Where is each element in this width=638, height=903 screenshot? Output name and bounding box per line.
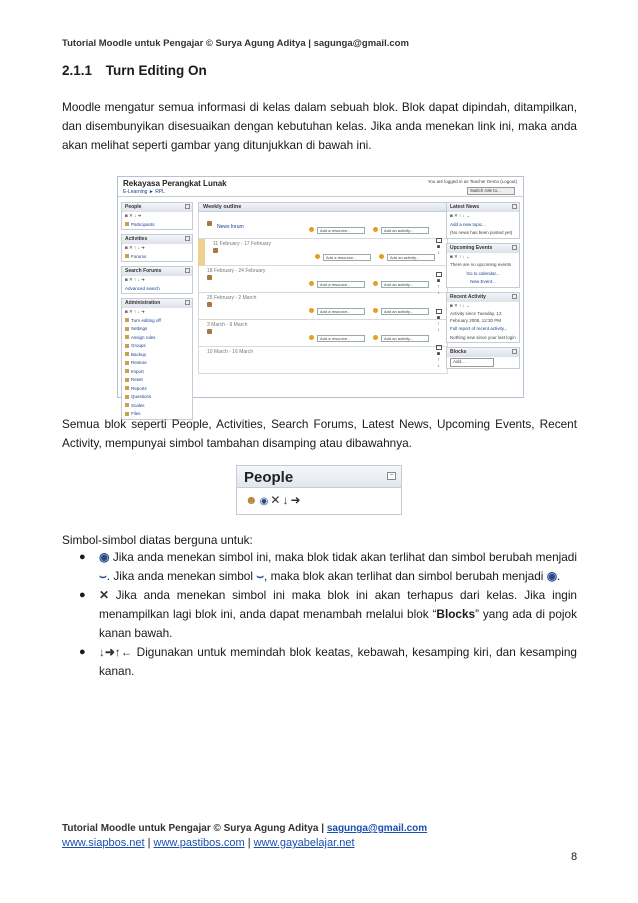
block-title: Search Forums	[125, 268, 162, 274]
admin-link[interactable]: Settings	[131, 326, 148, 331]
footer-separator: |	[247, 837, 251, 849]
block-title: Activities	[125, 236, 148, 242]
news-forum-link[interactable]: News forum	[217, 224, 244, 230]
block-link[interactable]: Add a new topic...	[450, 221, 486, 227]
list-item-move: ● ↓➜↑← Digunakan untuk memindah blok keatas, kebawah, kesamping kiri, dan kesamping kanan.	[79, 645, 577, 678]
admin-link[interactable]: Groups	[131, 343, 146, 348]
block-people	[121, 202, 193, 230]
week-label: 18 February - 24 February	[207, 268, 266, 274]
week-section	[198, 293, 448, 320]
block-title: Upcoming Events	[450, 244, 493, 251]
list-item-delete: ● ✕ Jika anda menekan simbol ini maka blok ini akan terhapus dari kelas. Jika ingin menampilkan lagi blok ini, anda dapat menambah melalui blok “Blocks” yang ada di pojok kanan bawah.	[79, 588, 577, 640]
admin-link[interactable]: Turn editing off	[131, 317, 161, 323]
add-activity-select[interactable]: Add an activity...	[381, 308, 429, 315]
switch-role-select[interactable]: Switch role to...	[467, 187, 515, 195]
bullet-text: Digunakan untuk memindah blok keatas, kebawah, kesamping kiri, dan kesamping kanan.	[99, 645, 577, 678]
symbols-intro: Simbol-simbol diatas berguna untuk:	[62, 533, 253, 547]
block-administration	[121, 298, 193, 420]
week-label: 10 March - 16 March	[207, 349, 254, 355]
block-latest-news	[446, 202, 520, 239]
eye-icon[interactable]: ◉	[259, 496, 271, 507]
weekly-outline	[198, 202, 448, 374]
block-controls: ◙ ✕ ↑ ↓ ←	[450, 213, 471, 218]
collapse-icon[interactable]	[185, 300, 190, 305]
bullet-text: Jika anda menekan simbol ini maka blok ini akan terhapus dari kelas. Jika ingin menampilkan lagi blok ini, anda dapat menambah melalui blok “	[99, 588, 577, 621]
right-column	[446, 202, 520, 373]
bullet-text: . Jika anda menekan simbol	[106, 569, 253, 583]
week-section	[198, 266, 448, 293]
collapse-icon[interactable]: −	[387, 472, 396, 480]
left-column	[121, 202, 193, 424]
week-section	[198, 212, 448, 239]
week-label: 11 February - 17 February	[213, 241, 271, 247]
block-text: Nothing new since your last login	[450, 334, 516, 340]
block-title: People	[125, 204, 142, 210]
section-controls[interactable]: ◙ ↑ ↓	[435, 309, 442, 333]
eye-icon: ◉	[99, 550, 110, 564]
admin-link[interactable]: Reports	[131, 385, 147, 391]
block-link[interactable]: Go to calendar...	[466, 270, 500, 276]
footer-link-pastibos[interactable]: www.pastibos.com	[153, 837, 245, 849]
page-header: Tutorial Moodle untuk Pengajar © Surya Agung Aditya | sagunga@gmail.com	[62, 38, 409, 49]
add-activity-select[interactable]: Add an activity...	[381, 281, 429, 288]
login-info: You are logged in as Teacher Demo (Logout)	[427, 179, 517, 184]
add-resource-select[interactable]: Add a resource...	[317, 335, 365, 342]
admin-link[interactable]: Files	[131, 411, 141, 416]
symbol-list	[62, 548, 577, 681]
add-resource-select[interactable]: Add a resource...	[317, 227, 365, 234]
block-controls: ◙ ✕ ↑ ↓ ←	[450, 253, 471, 259]
people-block-title: People	[244, 469, 294, 486]
block-controls: ◙ ✕ ↑ ↓ ➜	[125, 309, 145, 314]
block-search-forums	[121, 266, 193, 294]
block-link[interactable]: Forums	[131, 253, 147, 259]
course-header	[118, 177, 523, 197]
admin-link[interactable]: Restore	[131, 360, 147, 365]
section-controls[interactable]: ◙ ↑ ↓	[435, 345, 442, 369]
footer-separator: |	[147, 837, 151, 849]
admin-link[interactable]: Import	[131, 368, 144, 374]
section-heading: Turn Editing On	[105, 63, 207, 78]
bullet-text: .	[556, 569, 561, 583]
block-upcoming-events	[446, 243, 520, 288]
add-resource-select[interactable]: Add a resource...	[323, 254, 371, 261]
block-controls: ◙ ✕ ↑ ↓ ➜	[125, 245, 145, 250]
block-recent-activity	[446, 292, 520, 344]
arrow-down-icon[interactable]: ↓	[282, 493, 291, 507]
block-controls: ◙ ✕ ↓ ➜	[125, 213, 142, 218]
block-link[interactable]: Advanced search	[125, 285, 160, 291]
block-title: Blocks	[450, 349, 467, 355]
admin-link[interactable]: Scales	[131, 402, 145, 408]
blocks-paragraph: Semua blok seperti People, Activities, Search Forums, Latest News, Upcoming Events, Recent Activity, mempunyai simbol tambahan disamping atau dibawahnya.	[62, 417, 577, 450]
forum-icon	[125, 254, 129, 258]
week-label: 25 February - 2 March	[207, 295, 257, 301]
move-arrows-icon: ↓➜↑←	[99, 645, 133, 659]
people-icon	[125, 222, 129, 226]
section-controls[interactable]: ◙ ↓	[435, 238, 442, 256]
add-activity-select[interactable]: Add an activity...	[381, 227, 429, 234]
blocks-keyword: Blocks	[436, 607, 476, 621]
block-text: There are no upcoming events	[450, 262, 512, 267]
people-block-controls	[245, 493, 303, 507]
breadcrumb[interactable]: E-Learning ► RPL	[123, 189, 165, 195]
block-title: Latest News	[450, 204, 480, 210]
list-item-eye: ● ◉ Jika anda menekan simbol ini, maka blok tidak akan terlihat dan simbol berubah menjadi ⌣. Jika anda menekan simbol ⌣, maka blok akan terlihat dan simbol berubah menjadi ◉.	[79, 550, 577, 583]
block-controls: ◙ ✕ ↑ ↓ ←	[450, 302, 471, 308]
bullet-text: , maka blok akan terlihat dan simbol berubah menjadi	[264, 569, 544, 583]
block-link[interactable]: New Event...	[470, 279, 496, 284]
block-blocks	[446, 347, 520, 369]
week-section-current	[198, 239, 448, 266]
outline-title: Weekly outline	[198, 202, 448, 212]
block-title: Administration	[125, 300, 161, 306]
collapse-icon[interactable]	[512, 204, 517, 209]
week-section	[198, 320, 448, 347]
block-text: Activity since Tuesday, 12 February 2008, 12:30 PM	[450, 311, 502, 323]
block-activities	[121, 234, 193, 262]
page-footer	[62, 822, 427, 850]
collapse-icon[interactable]	[512, 349, 517, 354]
block-link[interactable]: Participants	[131, 221, 155, 227]
collapse-icon[interactable]	[185, 204, 190, 209]
footer-link-gayabelajar[interactable]: www.gayabelajar.net	[253, 837, 355, 849]
collapse-icon[interactable]	[185, 268, 190, 273]
section-controls[interactable]: ◙ ↑ ↓	[435, 272, 442, 296]
block-title: Recent Activity	[450, 293, 486, 300]
week-section	[198, 347, 448, 374]
arrow-right-icon[interactable]: ➜	[290, 493, 303, 507]
admin-link[interactable]: Assign roles	[131, 334, 156, 340]
people-face-icon: ☻	[245, 493, 260, 507]
add-resource-select[interactable]: Add a resource...	[317, 281, 365, 288]
moodle-screenshot	[117, 176, 524, 416]
add-activity-select[interactable]: Add an activity...	[387, 254, 435, 261]
people-block-header	[237, 466, 401, 488]
eye-icon: ◉	[546, 569, 557, 583]
admin-link[interactable]: Questions	[131, 394, 152, 399]
week-label: 3 March - 9 March	[207, 322, 248, 328]
block-text: (No news has been posted yet)	[450, 230, 513, 235]
footer-email-link[interactable]: sagunga@gmail.com	[326, 823, 428, 834]
course-title: Rekayasa Perangkat Lunak	[123, 179, 227, 188]
edit-hand-icon[interactable]	[207, 221, 212, 226]
eye-closed-icon: ⌣	[99, 569, 107, 583]
collapse-icon[interactable]	[512, 245, 517, 250]
bullet-text: Jika anda menekan simbol ini, maka blok tidak akan terlihat dan simbol berubah menjadi	[112, 550, 577, 564]
add-resource-select[interactable]: Add a resource...	[317, 308, 365, 315]
page-number: 8	[571, 851, 578, 863]
admin-link[interactable]: Backup	[131, 351, 147, 357]
admin-link[interactable]: Reset	[131, 377, 143, 382]
intro-paragraph: Moodle mengatur semua informasi di kelas dalam sebuah blok. Blok dapat dipindah, ditampilkan, dan disembunyikan disesuaikan dengan kebutuhan kelas. Jika anda menekan link ini, maka anda akan melihat seperti gambar yang ditunjukkan di bawah ini.	[62, 100, 577, 152]
people-block-image	[236, 465, 402, 515]
collapse-icon[interactable]	[185, 236, 190, 241]
add-block-select[interactable]: Add...	[450, 358, 494, 367]
eye-closed-icon: ⌣	[256, 569, 265, 583]
block-controls: ◙ ✕ ↑ ↓ ➜	[125, 277, 145, 282]
section-title	[62, 63, 207, 78]
delete-x-icon[interactable]: ✕	[270, 493, 283, 507]
footer-credit: Tutorial Moodle untuk Pengajar © Surya Agung Aditya |	[62, 823, 327, 834]
block-link[interactable]: Full report of recent activity...	[450, 326, 508, 331]
section-number: 2.1.1	[62, 63, 93, 78]
collapse-icon[interactable]	[512, 294, 517, 299]
delete-x-icon: ✕	[99, 588, 109, 602]
footer-link-siapbos[interactable]: www.siapbos.net	[62, 837, 145, 849]
add-activity-select[interactable]: Add an activity...	[381, 335, 429, 342]
bullet-text: ” yang ada di pojok kanan bawah.	[99, 607, 577, 640]
